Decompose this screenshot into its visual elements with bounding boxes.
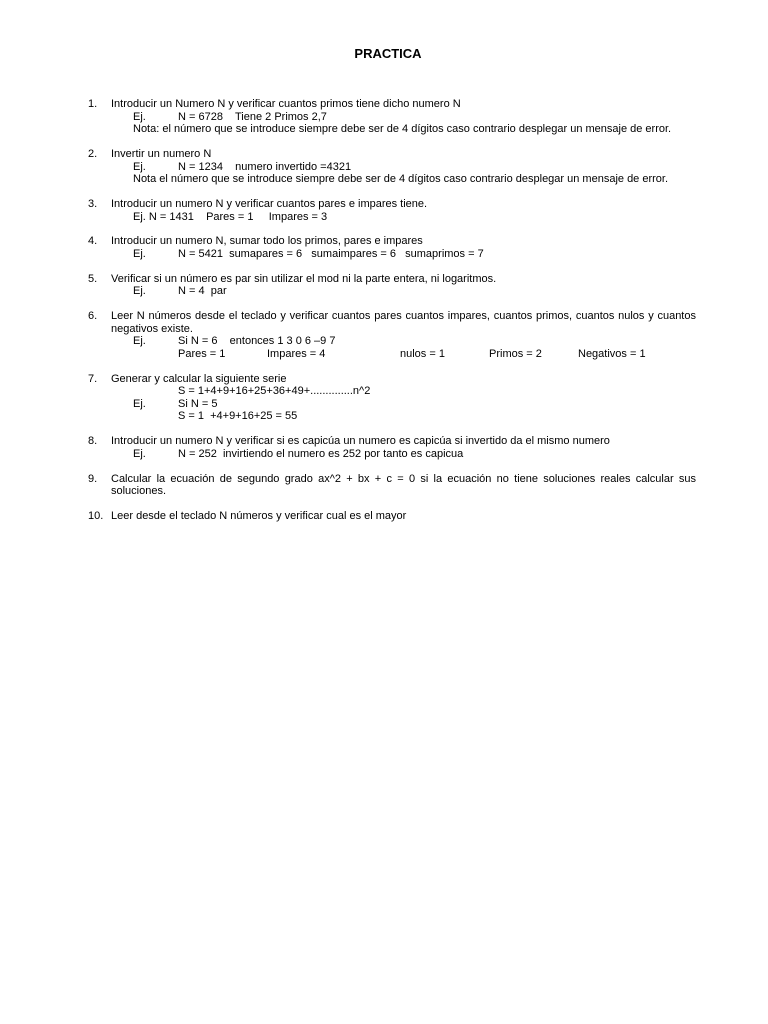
- example-label: Ej.: [133, 247, 146, 260]
- exercise-text: Introducir un Numero N y verificar cuantos primos tiene dicho numero N: [111, 98, 461, 110]
- example-text: Si N = 6 entonces 1 3 0 6 –9 7: [178, 335, 336, 348]
- count-pares: Pares = 1: [178, 347, 226, 360]
- example-text: N = 6728 Tiene 2 Primos 2,7: [178, 110, 327, 123]
- exercise-number: 8.: [88, 435, 98, 448]
- exercise-text: Invertir un numero N: [111, 147, 212, 160]
- exercise-text: Introducir un numero N y verificar si es capicúa un numero es capicúa si invertido da el mismo numero: [111, 435, 610, 448]
- exercise-8: [88, 435, 696, 460]
- exercise-number: 7.: [88, 372, 98, 385]
- example-label: Ej.: [133, 335, 146, 348]
- exercise-number: 9.: [88, 472, 98, 485]
- exercise-number: 5.: [88, 272, 98, 285]
- count-nulos: nulos = 1: [400, 347, 445, 360]
- counts-line: [111, 348, 696, 361]
- example-line: [111, 111, 696, 124]
- exercise-text: Calcular la ecuación de segundo grado ax^2 + bx + c = 0 si la ecuación no tiene soluciones reales calcular sus soluciones.: [111, 472, 696, 498]
- example-label: Ej.: [133, 447, 146, 460]
- example-line: [111, 398, 696, 411]
- exercise-10: [88, 510, 696, 523]
- exercise-note: Nota: el número que se introduce siempre debe ser de 4 dígitos caso contrario desplegar un mensaje de error.: [133, 123, 672, 136]
- example-label: Ej.: [133, 397, 146, 410]
- exercise-list: [88, 98, 696, 535]
- example-text: Si N = 5: [178, 397, 218, 410]
- exercise-text: Introducir un numero N, sumar todo los primos, pares e impares: [111, 235, 423, 248]
- exercise-number: 2.: [88, 147, 98, 160]
- example-label: Ej.: [133, 285, 146, 298]
- exercise-text: Leer desde el teclado N números y verificar cual es el mayor: [111, 509, 407, 522]
- exercise-2: [88, 148, 696, 186]
- series-line: [111, 385, 696, 398]
- example-text: N = 1234 numero invertido =4321: [178, 160, 352, 173]
- exercise-text: Verificar si un número es par sin utilizar el mod ni la parte entera, ni logaritmos.: [111, 272, 497, 285]
- example-line: [111, 335, 696, 348]
- series-formula: S = 1+4+9+16+25+36+49+..............n^2: [178, 385, 371, 398]
- exercise-text: Generar y calcular la siguiente serie: [111, 372, 287, 385]
- exercise-4: [88, 235, 696, 260]
- count-impares: Impares = 4: [267, 347, 326, 360]
- exercise-9: [88, 473, 696, 498]
- exercise-text: Introducir un numero N y verificar cuantos pares e impares tiene.: [111, 197, 428, 210]
- example-text: N = 4 par: [178, 285, 227, 298]
- exercise-number: 3.: [88, 197, 98, 210]
- example-line: [111, 211, 696, 224]
- example-label: Ej.: [133, 110, 146, 123]
- exercise-text: Leer N números desde el teclado y verificar cuantos pares cuantos impares, cuantos primos, cuantos nulos y cuantos negativos existe.: [111, 310, 696, 335]
- example-line: [111, 448, 696, 461]
- example-label: Ej.: [133, 160, 146, 173]
- example-text: Ej. N = 1431 Pares = 1 Impares = 3: [133, 210, 328, 223]
- example-result-line: [111, 410, 696, 423]
- example-result: S = 1 +4+9+16+25 = 55: [178, 410, 298, 423]
- example-line: [111, 285, 696, 298]
- example-text: N = 252 invirtiendo el numero es 252 por tanto es capicua: [178, 447, 464, 460]
- exercise-note: Nota el número que se introduce siempre debe ser de 4 dígitos caso contrario desplegar un mensaje de error.: [133, 173, 669, 186]
- example-line: [111, 248, 696, 261]
- page-title: PRACTICA: [354, 46, 422, 61]
- count-negativos: Negativos = 1: [578, 347, 646, 360]
- count-primos: Primos = 2: [489, 347, 542, 360]
- exercise-number: 6.: [88, 310, 98, 323]
- exercise-7: [88, 373, 696, 423]
- example-text: N = 5421 sumapares = 6 sumaimpares = 6 sumaprimos = 7: [178, 247, 484, 260]
- exercise-number: 1.: [88, 98, 98, 110]
- exercise-5: [88, 273, 696, 298]
- exercise-6: [88, 310, 696, 360]
- exercise-number: 4.: [88, 235, 98, 248]
- exercise-3: [88, 198, 696, 223]
- exercise-number: 10.: [88, 509, 104, 522]
- exercise-1: [88, 98, 696, 136]
- example-line: [111, 161, 696, 174]
